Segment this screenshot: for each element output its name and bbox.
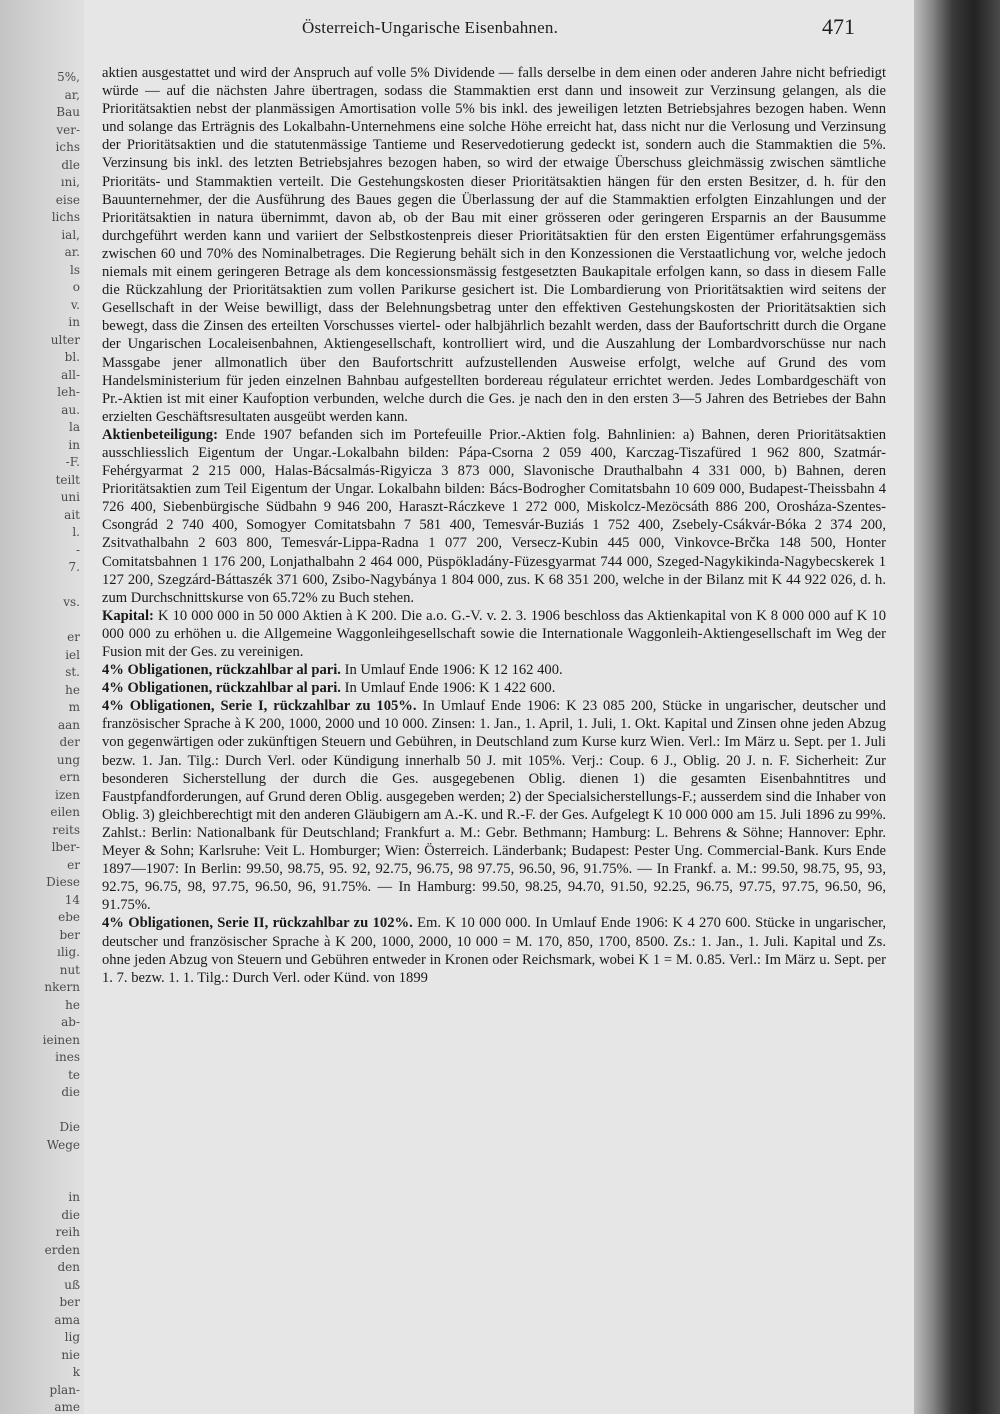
margin-fragment: in bbox=[68, 437, 80, 452]
margin-fragment: der bbox=[59, 735, 80, 749]
margin-fragment: ıni, bbox=[60, 175, 80, 189]
margin-fragment: he bbox=[65, 682, 80, 697]
margin-fragment: dle bbox=[61, 157, 80, 172]
margin-fragment: bl. bbox=[64, 350, 80, 364]
margin-fragment: eilen bbox=[50, 805, 80, 819]
margin-fragment: k bbox=[72, 1365, 80, 1379]
margin-fragment: uni bbox=[60, 490, 80, 504]
margin-fragment: in bbox=[68, 1190, 80, 1204]
margin-fragment: lichs bbox=[51, 210, 80, 224]
margin-fragment: die bbox=[61, 1207, 80, 1222]
margin-fragment: - bbox=[75, 542, 80, 557]
margin-fragment: lber- bbox=[51, 840, 80, 854]
margin-fragment: ab- bbox=[61, 1015, 80, 1029]
paragraph-bonds-series-2 bbox=[102, 914, 886, 986]
margin-fragment: ichs bbox=[55, 140, 80, 154]
margin-fragment: ebe bbox=[58, 910, 80, 924]
margin-fragment: l. bbox=[72, 525, 80, 539]
margin-fragment: nkern bbox=[44, 980, 80, 994]
margin-fragment: o bbox=[72, 280, 80, 294]
margin-fragment: reih bbox=[55, 1225, 80, 1239]
margin-fragment: te bbox=[68, 1067, 80, 1082]
margin-fragment: plan- bbox=[49, 1382, 80, 1397]
margin-fragment: aan bbox=[57, 717, 80, 732]
section-heading: 4% Obligationen, Serie I, rückzahlbar zu 105%. bbox=[102, 698, 417, 715]
margin-fragment: erden bbox=[44, 1242, 80, 1257]
margin-fragment: eise bbox=[55, 192, 80, 207]
section-heading: 4% Obligationen, rückzahlbar al pari. bbox=[102, 662, 341, 679]
margin-fragment: he bbox=[65, 997, 80, 1012]
margin-fragment: die bbox=[61, 1085, 80, 1099]
margin-fragment: ait bbox=[64, 507, 80, 522]
margin-fragment: la bbox=[69, 420, 80, 434]
section-heading: 4% Obligationen, Serie II, rückzahlbar zu 102%. bbox=[102, 915, 413, 932]
margin-fragment: m bbox=[68, 700, 80, 714]
section-text: Ende 1907 befanden sich im Portefeuille Prior.-Aktien folg. Bahnlinien: a) Bahnen, deren Prioritätsaktien ausschliesslich Eigentum der Ungar.-Lokalbahn bilden: Pápa-Csorna 2 059 400, Karczag-Tiszafüred 1 962 800, Szatmár-Fehérgyarmat 2 215 000, Halas-Bácsalmás-Rigyicza 3 873 000, Slavonische Drauthalbahn 4 331 000, b) Bahnen, deren Prioritätsaktien zum Teil Eigentum der Ungar. Lokalbahn bilden: Bács-Bodrogher Comitatsbahn 10 609 000, Budapest-Theissbahn 4 726 400, Siebenbürgische Südbahn 9 946 200, Haraszt-Ráczkeve 1 272 000, Miskolcz-Mezöcsáth 886 200, Orosháza-Szentes-Csongrád 2 740 400, Somogyer Comitatsbahn 7 581 400, Temesvár-Buziás 1 752 400, Zsebely-Csákvár-Bóka 2 374 200, Zsitvathalbahn 2 603 800, Temesvár-Lippa-Radna 1 077 200, Versecz-Kubin 445 000, Vinkovce-Brčka 148 500, Honter Comitatsbahnen 1 176 200, Lonjathalbahn 2 464 000, Püspökladány-Füzesgyarmat 744 000, Szeged-Nagykikinda-Nagybecskerek 1 127 200, Szegzárd-Báttaszék 371 600, Zsibo-Nagybánya 1 804 000, zus. K 68 351 200, welche in der Bilanz mit K 44 922 026, d. h. zum Durchschnittskurse von 65.72% zu Buch stehen. bbox=[102, 426, 886, 606]
margin-fragment: ber bbox=[59, 1295, 80, 1309]
margin-fragment: Wege bbox=[46, 1137, 80, 1152]
margin-fragment: -F. bbox=[65, 455, 80, 469]
margin-fragment: vs. bbox=[63, 595, 80, 609]
paragraph-preferred-shares: aktien ausgestattet und wird der Anspruch auf volle 5% Dividende — falls derselbe in dem einen oder anderen Jahre nicht befriedigt würde — auf die nächsten Jahre übertragen, sodass die Stammaktien erst dann und insoweit zur Verzinsung gelangen, als die Prioritätsaktien nebst der planmässigen Amortisation volle 5% bis inkl. des jeweiligen letzten Betriebsjahres bezogen haben. Wenn und solange das Erträgnis des Lokalbahn-Unternehmens eine solche Höhe erreicht hat, dass nicht nur die Verlosung und Verzinsung der Prioritätsaktien und die statutenmässige Tantieme und Reservedotierung gedeckt ist, sondern auch die Stammaktien die 5%. Verzinsung bis inkl. des letzten Betriebsjahres bezogen haben, so wird der etwaige Überschuss gleichmässig zwischen sämtliche Prioritäts- und Stammaktien verteilt. Die Gestehungskosten dieser Prioritätsaktien hängen für den ersten Besitzer, d. h. für den Bauunternehmer, der die Ausführung des Baues gegen die Überlassung der auf die Stammaktien erfolgten Einzahlungen und der Prioritätsaktien in natura übernimmt, davon ab, ob der Bau mit einer grösseren oder geringeren Ersparnis an der Bausumme durchgeführt werden kann und variiert der Selbstkostenpreis dieser Prioritätsaktien für den ersten Eigentümer erfahrungsgemäss zwischen 60 und 70% des Nominalbetrages. Die Regierung behält sich in den Konzessionen die Verstaatlichung vor, welche jedoch niemals mit einem geringeren Betrage als dem koncessionsmässig festgesetzten Baukapitale erfolgen kann, so dass in diesem Falle die Rückzahlung der Prioritätsaktien zum vollen Parikurse gesichert ist. Die Lombardierung von Prioritätsaktien wird seitens der Gesellschaft in der Weise bewilligt, dass der Belehnungsbetrag unter den effektiven Gestehungskosten der Prioritätsaktien sich bewegt, dass die Zinsen des erteilten Vorschusses viertel- oder halbjährlich bezahlt werden, dass der Baufortschritt durch die Organe der Ungarischen Localeisenbahnen, Aktiengesellschaft, kontrolliert wird, und die Auszahlung der Lombardvorschüsse nur nach Massgabe jener allmonatlich über den Baufortschritt aufzustellenden Ausweise erfolgt, welche auf Grund des vom Handelsministerium für jeden einzelnen Bahnbau aufgestellten bordereau régulateur errichtet werden. Jedes Lombardgeschäft von Pr.-Aktien ist mit einer Kaufoption verbunden, welche durch die Ges. je nach den in den ersten 3—5 Jahren des Betriebes der Bahn erzielten Geschäftsresultaten ausgeübt werden kann. bbox=[102, 65, 886, 425]
margin-fragment: ines bbox=[55, 1050, 80, 1064]
paragraph-bonds-2 bbox=[102, 679, 886, 697]
paragraph-capital bbox=[102, 607, 886, 661]
margin-fragment: izen bbox=[55, 787, 80, 802]
margin-fragment: ame bbox=[54, 1400, 80, 1414]
margin-fragment: ılig. bbox=[56, 945, 80, 959]
margin-fragment: ar, bbox=[64, 87, 80, 102]
paragraph-bonds-series-1 bbox=[102, 697, 886, 914]
paragraph-bonds-1 bbox=[102, 661, 886, 679]
section-text: In Umlauf Ende 1906: K 12 162 400. bbox=[340, 662, 563, 679]
margin-fragment: nie bbox=[61, 1347, 80, 1362]
book-spine-shadow bbox=[914, 0, 1000, 1414]
margin-fragment: lig bbox=[64, 1330, 80, 1344]
margin-fragment: ar. bbox=[64, 245, 80, 259]
margin-fragment: ber bbox=[59, 927, 80, 942]
margin-fragment: nut bbox=[59, 962, 80, 977]
page-number: 471 bbox=[822, 14, 855, 39]
margin-fragment: den bbox=[57, 1260, 80, 1274]
margin-fragment: Bau bbox=[56, 105, 80, 119]
margin-fragment: Die bbox=[59, 1120, 80, 1134]
section-heading: Kapital: bbox=[102, 607, 154, 624]
running-title: Österreich-Ungarische Eisenbahnen. bbox=[302, 18, 559, 37]
page bbox=[84, 0, 914, 1414]
left-page-margin-fragment bbox=[0, 0, 85, 1414]
margin-fragment: ama bbox=[54, 1312, 80, 1327]
margin-fragment: reits bbox=[52, 822, 80, 837]
paragraph-share-holdings bbox=[102, 426, 886, 607]
margin-fragment: 5%, bbox=[57, 70, 80, 84]
margin-fragment: iel bbox=[65, 647, 80, 662]
section-text: In Umlauf Ende 1906: K 23 085 200, Stücke in ungarischer, deutscher und französischer Sprache à K 200, 1000, 2000 und 10 000. Zinsen: 1. Jan., 1. April, 1. Juli, 1. Okt. Kapital und Zinsen ohne jeden Abzug von gegenwärtigen oder zukünftigen Steuern und Gebühren, in Deutschland zum Kurse kurz Wien. Verl.: Im März u. Sept. per 1. Juli bezw. 1. Jan. Tilg.: Durch Verl. oder Kündigung innerhalb 50 J. mit 105%. Verj.: Coup. 6 J., Oblig. 20 J. n. F. Sicherheit: Zur besonderen Sicherstellung der durch die Ges. ausgegebenen Oblig. dienen 1) die gesamten Eisenbahntitres und Faustpfandforderungen, auf Grund deren Oblig. ausgegeben werden; 2) der Specialsicherstellungs-F.; ausserdem sind die Inhaber von Oblig. 3) gleichberechtigt mit den anderen Gläubigern am A.-K. und R.-F. der Ges. Aufgelegt K 10 000 000 am 15. Juli 1896 zu 99%. Zahlst.: Berlin: Nationalbank für Deutschland; Frankfurt a. M.: Gebr. Bethmann; Hamburg: L. Behrens & Söhne; Hannover: Ephr. Meyer & Sohn; Karlsruhe: Veit L. Homburger; Wien: Österreich. Länderbank; Budapest: Pester Ung. Commercial-Bank. Kurs Ende 1897—1907: In Berlin: 99.50, 98.75, 95. 92, 92.75, 96.75, 98 97.75, 96.50, 96, 91.75%. — In Frankf. a. M.: 99.50, 98.75, 95, 93, 92.75, 96.75, 98, 97.75, 96.50, 96, 91.75%. — In Hamburg: 99.50, 98.25, 94.70, 91.50, 92.25, 96.75, 97.75, 97.75, 96.50, 96, 91.75%. bbox=[102, 698, 886, 914]
margin-fragment: au. bbox=[61, 402, 80, 417]
margin-fragment: ial, bbox=[61, 227, 80, 242]
margin-fragment: ls bbox=[70, 262, 80, 277]
margin-fragment: v. bbox=[70, 297, 80, 312]
section-text: In Umlauf Ende 1906: K 1 422 600. bbox=[340, 680, 556, 697]
margin-fragment: uß bbox=[64, 1277, 80, 1292]
section-text: K 10 000 000 in 50 000 Aktien à K 200. Die a.o. G.-V. v. 2. 3. 1906 beschloss das Aktienkapital von K 8 000 000 auf K 10 000 000 zu erhöhen u. die Allgemeine Waggonleihgesellschaft sowie die Internationale Waggonleih-Aktiengesellschaft im Weg der Fusion mit der Ges. zu vereinigen. bbox=[102, 607, 886, 660]
section-heading: Aktienbeteiligung: bbox=[102, 426, 218, 443]
margin-fragment: teilt bbox=[55, 472, 80, 487]
margin-fragment: 14 bbox=[64, 892, 80, 907]
margin-fragment: ern bbox=[59, 770, 80, 784]
margin-fragment: er bbox=[67, 630, 80, 644]
section-text: Em. K 10 000 000. In Umlauf Ende 1906: K 4 270 600. Stücke in ungarischer, deutscher und französischer Sprache à K 200, 1000, 2000, 10 000 = M. 170, 850, 1700, 8500. Zs.: 1. Jan., 1. Juli. Kapital und Zs. ohne jeden Abzug von Steuern und Gebühren entweder in Kronen oder Reichsmark, wobei K 1 = M. 0.85. Verl.: Im März u. Sept. per 1. 7. bezw. 1. 1. Tilg.: Durch Verl. oder Künd. von 1899 bbox=[102, 915, 886, 986]
body-text bbox=[102, 64, 886, 987]
margin-fragment: all- bbox=[61, 367, 80, 382]
section-heading: 4% Obligationen, rückzahlbar al pari. bbox=[102, 680, 341, 697]
margin-fragment: Diese bbox=[46, 875, 80, 889]
margin-fragment: 7. bbox=[68, 560, 80, 574]
page-header bbox=[84, 14, 914, 46]
margin-fragment: er bbox=[67, 857, 80, 872]
margin-fragment: ulter bbox=[50, 332, 80, 347]
margin-fragment: ung bbox=[56, 752, 80, 767]
margin-fragment: ver- bbox=[56, 122, 80, 137]
margin-fragment: st. bbox=[65, 665, 80, 679]
margin-fragment: leh- bbox=[57, 385, 80, 399]
margin-fragment: in bbox=[68, 315, 80, 329]
margin-fragment: ieinen bbox=[42, 1032, 80, 1047]
